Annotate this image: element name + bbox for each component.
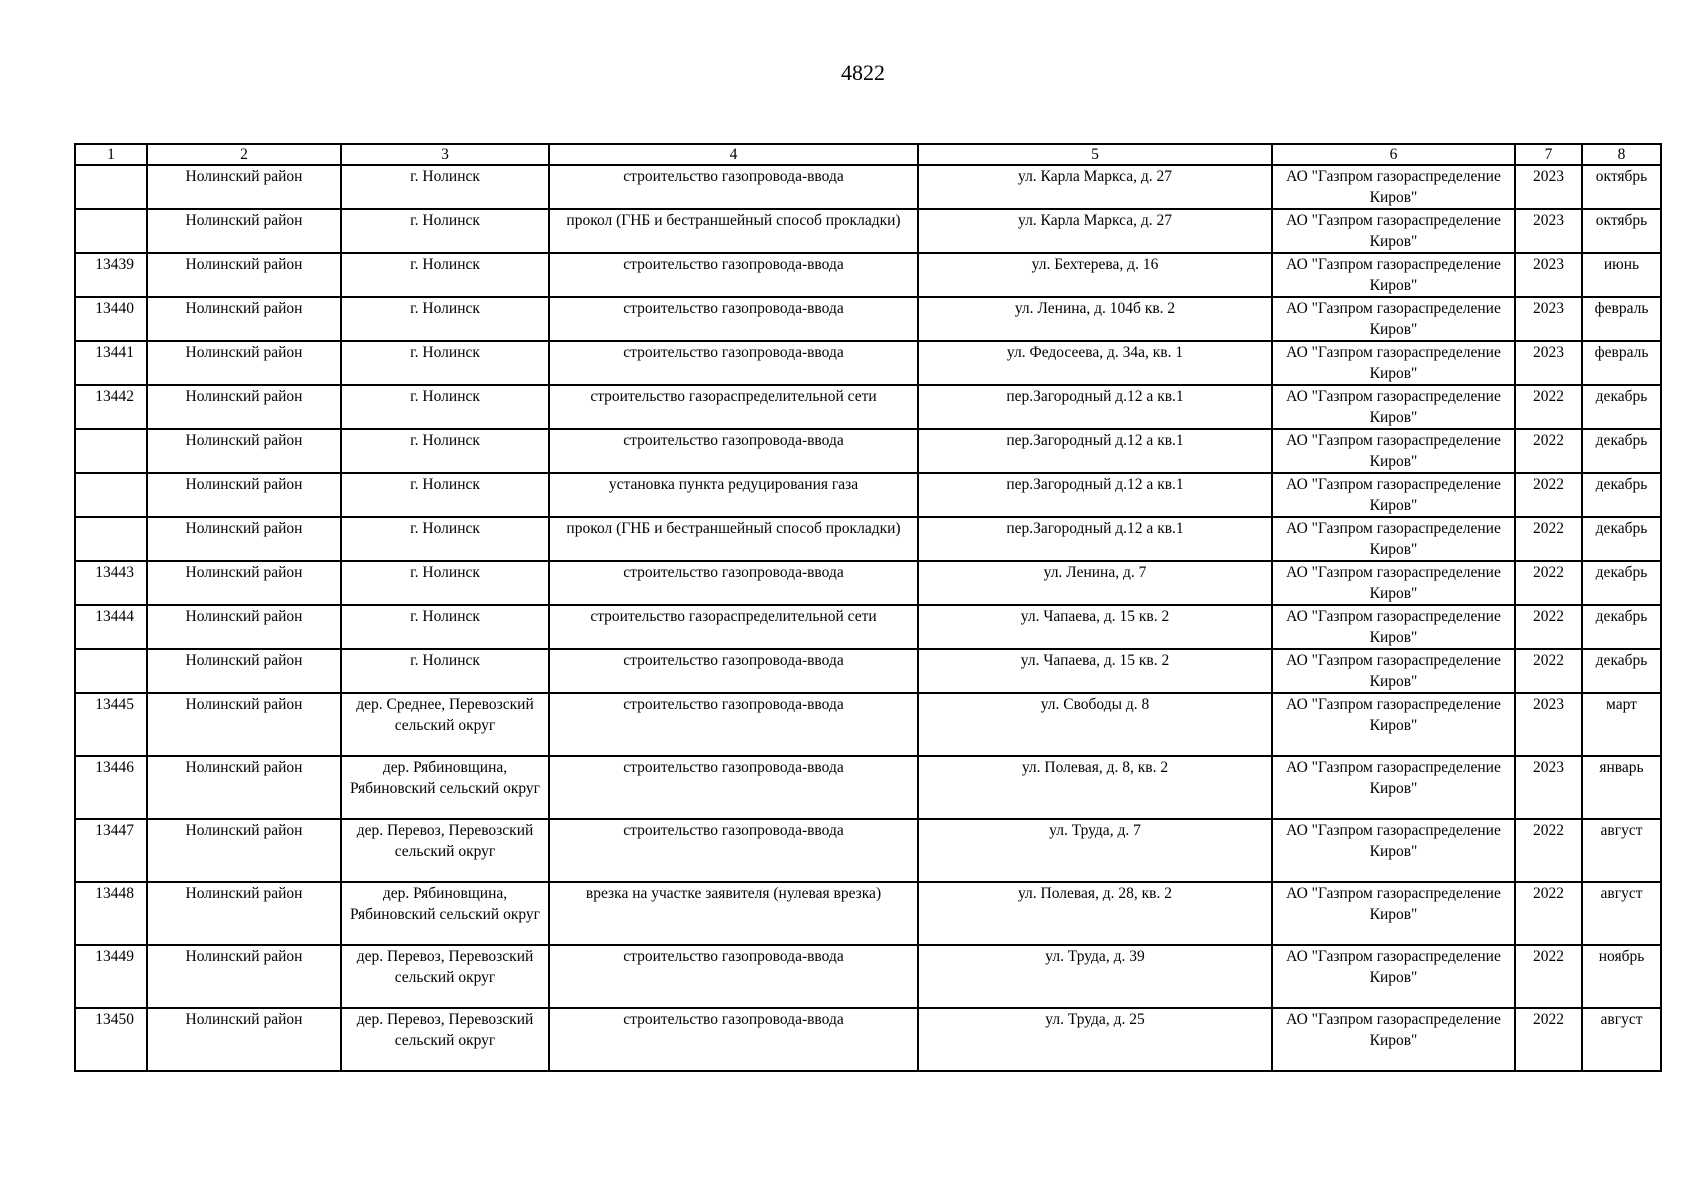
row-number: 13440 — [75, 297, 147, 341]
work-type-cell: строительство газопровода-ввода — [549, 945, 918, 1008]
month-cell: август — [1582, 882, 1661, 945]
work-type-cell: строительство газопровода-ввода — [549, 819, 918, 882]
organization-cell: АО "Газпром газораспределение Киров" — [1272, 756, 1515, 819]
address-cell: ул. Труда, д. 25 — [918, 1008, 1272, 1071]
district-cell: Нолинский район — [147, 693, 341, 756]
year-cell: 2022 — [1515, 945, 1582, 1008]
year-cell: 2022 — [1515, 649, 1582, 693]
settlement-cell: г. Нолинск — [341, 605, 549, 649]
work-type-cell: врезка на участке заявителя (нулевая врезка) — [549, 882, 918, 945]
work-type-cell: строительство газопровода-ввода — [549, 649, 918, 693]
table-row — [75, 297, 1661, 341]
month-cell: август — [1582, 819, 1661, 882]
district-cell: Нолинский район — [147, 165, 341, 209]
organization-cell: АО "Газпром газораспределение Киров" — [1272, 473, 1515, 517]
work-type-cell: строительство газопровода-ввода — [549, 253, 918, 297]
organization-cell: АО "Газпром газораспределение Киров" — [1272, 165, 1515, 209]
table-row — [75, 819, 1661, 882]
settlement-cell: г. Нолинск — [341, 429, 549, 473]
row-number: 13449 — [75, 945, 147, 1008]
table-row — [75, 561, 1661, 605]
address-cell: ул. Полевая, д. 28, кв. 2 — [918, 882, 1272, 945]
address-cell: ул. Труда, д. 7 — [918, 819, 1272, 882]
district-cell: Нолинский район — [147, 385, 341, 429]
organization-cell: АО "Газпром газораспределение Киров" — [1272, 605, 1515, 649]
column-header: 8 — [1582, 144, 1661, 165]
month-cell: февраль — [1582, 297, 1661, 341]
month-cell: декабрь — [1582, 561, 1661, 605]
organization-cell: АО "Газпром газораспределение Киров" — [1272, 561, 1515, 605]
district-cell: Нолинский район — [147, 561, 341, 605]
month-cell: февраль — [1582, 341, 1661, 385]
table-row — [75, 882, 1661, 945]
year-cell: 2022 — [1515, 1008, 1582, 1071]
work-type-cell: строительство газопровода-ввода — [549, 429, 918, 473]
header-row — [75, 144, 1661, 165]
work-type-cell: строительство газопровода-ввода — [549, 693, 918, 756]
work-type-cell: прокол (ГНБ и бестраншейный способ прокладки) — [549, 209, 918, 253]
district-cell: Нолинский район — [147, 297, 341, 341]
table-row — [75, 341, 1661, 385]
work-type-cell: установка пункта редуцирования газа — [549, 473, 918, 517]
address-cell: пер.Загородный д.12 а кв.1 — [918, 473, 1272, 517]
year-cell: 2023 — [1515, 756, 1582, 819]
settlement-cell: дер. Среднее, Перевозский сельский округ — [341, 693, 549, 756]
year-cell: 2022 — [1515, 517, 1582, 561]
month-cell: октябрь — [1582, 165, 1661, 209]
organization-cell: АО "Газпром газораспределение Киров" — [1272, 945, 1515, 1008]
address-cell: ул. Ленина, д. 104б кв. 2 — [918, 297, 1272, 341]
month-cell: декабрь — [1582, 517, 1661, 561]
row-number: 13445 — [75, 693, 147, 756]
year-cell: 2023 — [1515, 253, 1582, 297]
year-cell: 2023 — [1515, 165, 1582, 209]
row-number: 13447 — [75, 819, 147, 882]
address-cell: ул. Свободы д. 8 — [918, 693, 1272, 756]
settlement-cell: г. Нолинск — [341, 385, 549, 429]
column-header: 3 — [341, 144, 549, 165]
work-type-cell: строительство газораспределительной сети — [549, 605, 918, 649]
work-type-cell: строительство газопровода-ввода — [549, 297, 918, 341]
table-row — [75, 473, 1661, 517]
settlement-cell: г. Нолинск — [341, 473, 549, 517]
row-number: 13450 — [75, 1008, 147, 1071]
row-number — [75, 517, 147, 561]
work-type-cell: строительство газопровода-ввода — [549, 756, 918, 819]
row-number: 13442 — [75, 385, 147, 429]
row-number — [75, 429, 147, 473]
table-row — [75, 429, 1661, 473]
column-header: 6 — [1272, 144, 1515, 165]
year-cell: 2023 — [1515, 693, 1582, 756]
work-type-cell: строительство газораспределительной сети — [549, 385, 918, 429]
month-cell: октябрь — [1582, 209, 1661, 253]
address-cell: ул. Полевая, д. 8, кв. 2 — [918, 756, 1272, 819]
row-number: 13443 — [75, 561, 147, 605]
settlement-cell: г. Нолинск — [341, 517, 549, 561]
settlement-cell: г. Нолинск — [341, 253, 549, 297]
column-header: 7 — [1515, 144, 1582, 165]
organization-cell: АО "Газпром газораспределение Киров" — [1272, 649, 1515, 693]
settlement-cell: дер. Перевоз, Перевозский сельский округ — [341, 819, 549, 882]
row-number: 13448 — [75, 882, 147, 945]
month-cell: март — [1582, 693, 1661, 756]
district-cell: Нолинский район — [147, 429, 341, 473]
work-type-cell: прокол (ГНБ и бестраншейный способ прокладки) — [549, 517, 918, 561]
table-row — [75, 756, 1661, 819]
settlement-cell: дер. Перевоз, Перевозский сельский округ — [341, 1008, 549, 1071]
settlement-cell: дер. Перевоз, Перевозский сельский округ — [341, 945, 549, 1008]
row-number — [75, 209, 147, 253]
month-cell: декабрь — [1582, 473, 1661, 517]
address-cell: ул. Бехтерева, д. 16 — [918, 253, 1272, 297]
work-type-cell: строительство газопровода-ввода — [549, 165, 918, 209]
work-type-cell: строительство газопровода-ввода — [549, 341, 918, 385]
year-cell: 2022 — [1515, 819, 1582, 882]
address-cell: пер.Загородный д.12 а кв.1 — [918, 385, 1272, 429]
district-cell: Нолинский район — [147, 882, 341, 945]
month-cell: декабрь — [1582, 429, 1661, 473]
month-cell: декабрь — [1582, 649, 1661, 693]
address-cell: ул. Ленина, д. 7 — [918, 561, 1272, 605]
year-cell: 2022 — [1515, 385, 1582, 429]
year-cell: 2022 — [1515, 605, 1582, 649]
settlement-cell: г. Нолинск — [341, 341, 549, 385]
table-row — [75, 605, 1661, 649]
district-cell: Нолинский район — [147, 649, 341, 693]
row-number: 13441 — [75, 341, 147, 385]
organization-cell: АО "Газпром газораспределение Киров" — [1272, 429, 1515, 473]
row-number — [75, 165, 147, 209]
settlement-cell: дер. Рябиновщина, Рябиновский сельский округ — [341, 756, 549, 819]
address-cell: ул. Чапаева, д. 15 кв. 2 — [918, 605, 1272, 649]
address-cell: ул. Карла Маркса, д. 27 — [918, 165, 1272, 209]
table-row — [75, 209, 1661, 253]
address-cell: ул. Федосеева, д. 34а, кв. 1 — [918, 341, 1272, 385]
column-header: 5 — [918, 144, 1272, 165]
district-cell: Нолинский район — [147, 253, 341, 297]
table-body — [75, 165, 1661, 1071]
work-type-cell: строительство газопровода-ввода — [549, 1008, 918, 1071]
table-row — [75, 165, 1661, 209]
table-row — [75, 649, 1661, 693]
address-cell: ул. Карла Маркса, д. 27 — [918, 209, 1272, 253]
column-header: 4 — [549, 144, 918, 165]
row-number: 13444 — [75, 605, 147, 649]
year-cell: 2022 — [1515, 473, 1582, 517]
table-row — [75, 1008, 1661, 1071]
table-row — [75, 945, 1661, 1008]
year-cell: 2022 — [1515, 429, 1582, 473]
district-cell: Нолинский район — [147, 341, 341, 385]
organization-cell: АО "Газпром газораспределение Киров" — [1272, 385, 1515, 429]
settlement-cell: г. Нолинск — [341, 297, 549, 341]
organization-cell: АО "Газпром газораспределение Киров" — [1272, 253, 1515, 297]
organization-cell: АО "Газпром газораспределение Киров" — [1272, 341, 1515, 385]
district-cell: Нолинский район — [147, 756, 341, 819]
district-cell: Нолинский район — [147, 1008, 341, 1071]
page-number: 4822 — [841, 60, 885, 85]
district-cell: Нолинский район — [147, 209, 341, 253]
row-number — [75, 473, 147, 517]
month-cell: январь — [1582, 756, 1661, 819]
organization-cell: АО "Газпром газораспределение Киров" — [1272, 882, 1515, 945]
address-cell: пер.Загородный д.12 а кв.1 — [918, 429, 1272, 473]
row-number — [75, 649, 147, 693]
month-cell: декабрь — [1582, 605, 1661, 649]
address-cell: ул. Чапаева, д. 15 кв. 2 — [918, 649, 1272, 693]
district-cell: Нолинский район — [147, 605, 341, 649]
month-cell: август — [1582, 1008, 1661, 1071]
settlement-cell: г. Нолинск — [341, 649, 549, 693]
year-cell: 2023 — [1515, 297, 1582, 341]
organization-cell: АО "Газпром газораспределение Киров" — [1272, 693, 1515, 756]
month-cell: июнь — [1582, 253, 1661, 297]
district-cell: Нолинский район — [147, 473, 341, 517]
year-cell: 2023 — [1515, 341, 1582, 385]
organization-cell: АО "Газпром газораспределение Киров" — [1272, 517, 1515, 561]
table-row — [75, 385, 1661, 429]
month-cell: ноябрь — [1582, 945, 1661, 1008]
column-header: 1 — [75, 144, 147, 165]
work-type-cell: строительство газопровода-ввода — [549, 561, 918, 605]
organization-cell: АО "Газпром газораспределение Киров" — [1272, 1008, 1515, 1071]
district-cell: Нолинский район — [147, 819, 341, 882]
gasification-table — [74, 143, 1662, 1072]
settlement-cell: г. Нолинск — [341, 561, 549, 605]
row-number: 13439 — [75, 253, 147, 297]
table-row — [75, 517, 1661, 561]
organization-cell: АО "Газпром газораспределение Киров" — [1272, 819, 1515, 882]
table-row — [75, 253, 1661, 297]
column-header: 2 — [147, 144, 341, 165]
address-cell: пер.Загородный д.12 а кв.1 — [918, 517, 1272, 561]
row-number: 13446 — [75, 756, 147, 819]
settlement-cell: г. Нолинск — [341, 209, 549, 253]
organization-cell: АО "Газпром газораспределение Киров" — [1272, 297, 1515, 341]
year-cell: 2022 — [1515, 882, 1582, 945]
year-cell: 2023 — [1515, 209, 1582, 253]
settlement-cell: дер. Рябиновщина, Рябиновский сельский округ — [341, 882, 549, 945]
address-cell: ул. Труда, д. 39 — [918, 945, 1272, 1008]
organization-cell: АО "Газпром газораспределение Киров" — [1272, 209, 1515, 253]
month-cell: декабрь — [1582, 385, 1661, 429]
district-cell: Нолинский район — [147, 945, 341, 1008]
settlement-cell: г. Нолинск — [341, 165, 549, 209]
table-row — [75, 693, 1661, 756]
district-cell: Нолинский район — [147, 517, 341, 561]
year-cell: 2022 — [1515, 561, 1582, 605]
